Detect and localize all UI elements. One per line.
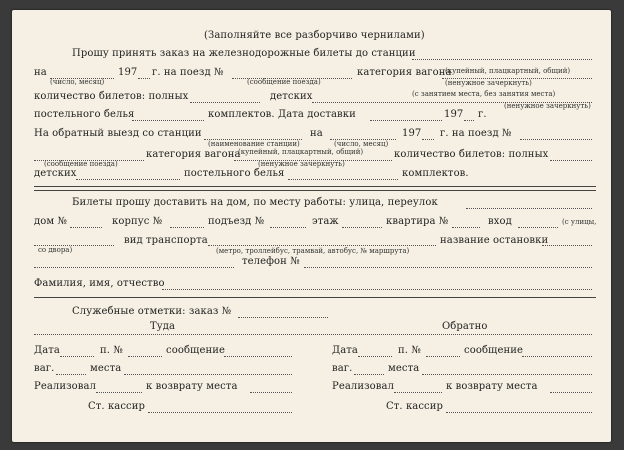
train-message-hint: (сообщение поезда): [247, 78, 321, 86]
there-cashier-field[interactable]: [148, 412, 292, 413]
back-realized-label: Реализовал: [332, 381, 395, 392]
there-pno-field[interactable]: [128, 356, 162, 357]
full-name-label: Фамилия, имя, отчество: [34, 278, 165, 289]
return-train-message-hint: (сообщение поезда): [44, 160, 118, 168]
return-child-tickets-field[interactable]: [76, 179, 180, 180]
stop-name-field-cont[interactable]: [34, 267, 234, 268]
there-realized-label: Реализовал: [34, 381, 97, 392]
entry-field[interactable]: [518, 227, 558, 228]
back-cashier-label: Ст. кассир: [386, 401, 444, 412]
train-no-label: г. на поезд №: [152, 67, 224, 78]
back-seat-label: места: [388, 363, 420, 374]
entrance-field[interactable]: [270, 227, 306, 228]
return-car-types-hint: (купейный, плацкартный, общий): [238, 148, 364, 156]
strike-unneeded-hint: (ненужное зачеркнуть): [445, 79, 532, 87]
bedding-label: постельного белья: [34, 109, 135, 120]
section-divider-top: [34, 186, 596, 187]
entrance-label: подъезд №: [208, 216, 265, 227]
delivery-address-label: Билеты прошу доставить на дом, по месту работы: улица, переулок: [72, 197, 438, 208]
building-field[interactable]: [170, 227, 204, 228]
there-date-label: Дата: [34, 345, 60, 356]
transport-label: вид транспорта: [124, 235, 208, 246]
return-year-field[interactable]: [422, 139, 434, 140]
return-sets-label: комплектов.: [402, 168, 469, 179]
there-return-label: к возврату места: [146, 381, 238, 392]
delivery-date-field[interactable]: [370, 120, 442, 121]
delivery-date-label: комплектов. Дата доставки: [208, 109, 356, 120]
stop-name-field[interactable]: [542, 245, 592, 246]
house-label: дом №: [34, 216, 68, 227]
there-message-field[interactable]: [224, 356, 292, 357]
delivery-g-label: г.: [478, 109, 487, 120]
service-header-line: [34, 334, 592, 335]
return-on-label: на: [310, 128, 323, 139]
back-seat-field[interactable]: [422, 374, 592, 375]
bedding-sets-field[interactable]: [132, 120, 204, 121]
transport-kinds-hint: (метро, троллейбус, трамвай, автобус, № маршрута): [216, 247, 410, 255]
on-label: на: [34, 67, 47, 78]
there-heading: Туда: [150, 321, 176, 332]
return-car-category-label: категория вагона: [146, 149, 241, 160]
there-cashier-label: Ст. кассир: [88, 401, 146, 412]
service-marks-label: Служебные отметки: заказ №: [72, 306, 232, 317]
house-field[interactable]: [70, 227, 102, 228]
there-seat-label: места: [90, 363, 122, 374]
back-date-label: Дата: [332, 345, 358, 356]
from-yard-hint: со двора): [38, 246, 73, 254]
there-return-field[interactable]: [250, 392, 292, 393]
there-realized-field[interactable]: [96, 392, 142, 393]
back-pno-label: п. №: [398, 345, 421, 356]
floor-label: этаж: [312, 216, 339, 227]
back-message-label: сообщение: [464, 345, 524, 356]
there-car-label: ваг.: [34, 363, 55, 374]
delivery-year-field[interactable]: [464, 120, 474, 121]
form-instruction: (Заполняйте все разборчиво чернилами): [204, 30, 425, 41]
entry-label: вход: [488, 216, 512, 227]
back-pno-field[interactable]: [426, 356, 460, 357]
there-car-field[interactable]: [56, 374, 86, 375]
return-date-hint: (число, месяц): [334, 140, 389, 148]
request-station-label: Прошу принять заказ на железнодорожные билеты до станции: [72, 48, 416, 59]
back-car-label: ваг.: [332, 363, 353, 374]
back-cashier-field[interactable]: [446, 412, 592, 413]
return-station-label: На обратный выезд со станции: [34, 128, 202, 139]
back-return-field[interactable]: [550, 392, 592, 393]
date-month-hint: (число, месяц): [50, 78, 105, 86]
order-form-card: [12, 10, 611, 442]
full-name-field[interactable]: [162, 289, 592, 290]
return-children-label: детских: [34, 168, 77, 179]
there-pno-label: п. №: [100, 345, 123, 356]
back-date-field[interactable]: [358, 356, 392, 357]
return-strike-hint: (ненужное зачеркнуть): [258, 160, 345, 168]
there-seat-field[interactable]: [124, 374, 292, 375]
there-date-field[interactable]: [60, 356, 94, 357]
return-bedding-label: постельного белья: [184, 168, 285, 179]
return-train-label: г. на поезд №: [440, 128, 512, 139]
destination-station-field[interactable]: [412, 59, 592, 60]
back-heading: Обратно: [442, 321, 488, 332]
phone-field[interactable]: [304, 267, 592, 268]
order-number-field[interactable]: [238, 317, 328, 318]
tickets-count-label: количество билетов: полных: [34, 91, 189, 102]
service-divider: [34, 297, 596, 298]
section-divider-bottom: [34, 190, 596, 191]
car-category-label: категория вагона: [357, 67, 452, 78]
back-message-field[interactable]: [522, 356, 592, 357]
year-prefix: 197: [118, 67, 138, 78]
back-car-field[interactable]: [354, 374, 384, 375]
children-label: детских: [270, 91, 313, 102]
back-realized-field[interactable]: [394, 392, 442, 393]
station-name-hint: (наименование станции): [208, 140, 300, 148]
year-field[interactable]: [138, 78, 150, 79]
floor-field[interactable]: [342, 227, 382, 228]
phone-label: телефон №: [242, 256, 300, 267]
building-label: корпус №: [112, 216, 163, 227]
car-types-hint: (купейный, плацкартный, общий): [445, 67, 571, 75]
transport-field[interactable]: [208, 245, 436, 246]
there-message-label: сообщение: [166, 345, 226, 356]
return-train-field[interactable]: [520, 139, 592, 140]
return-year-prefix: 197: [402, 128, 422, 139]
return-bedding-field[interactable]: [288, 179, 398, 180]
full-tickets-field[interactable]: [190, 102, 260, 103]
stop-name-label: название остановки: [440, 235, 549, 246]
back-return-label: к возврату места: [446, 381, 538, 392]
return-full-tickets-field[interactable]: [550, 160, 592, 161]
return-tickets-label: количество билетов: полных: [394, 149, 549, 160]
street-field[interactable]: [466, 208, 592, 209]
delivery-year-prefix: 197: [444, 109, 464, 120]
strike-unneeded-hint-2: (ненужное зачеркнуть): [504, 102, 591, 110]
from-street-hint: (с улицы,: [562, 218, 597, 226]
apartment-field[interactable]: [452, 227, 480, 228]
apartment-label: квартира №: [386, 216, 449, 227]
with-seat-hint: (с занятием места, без занятия места): [412, 90, 556, 98]
